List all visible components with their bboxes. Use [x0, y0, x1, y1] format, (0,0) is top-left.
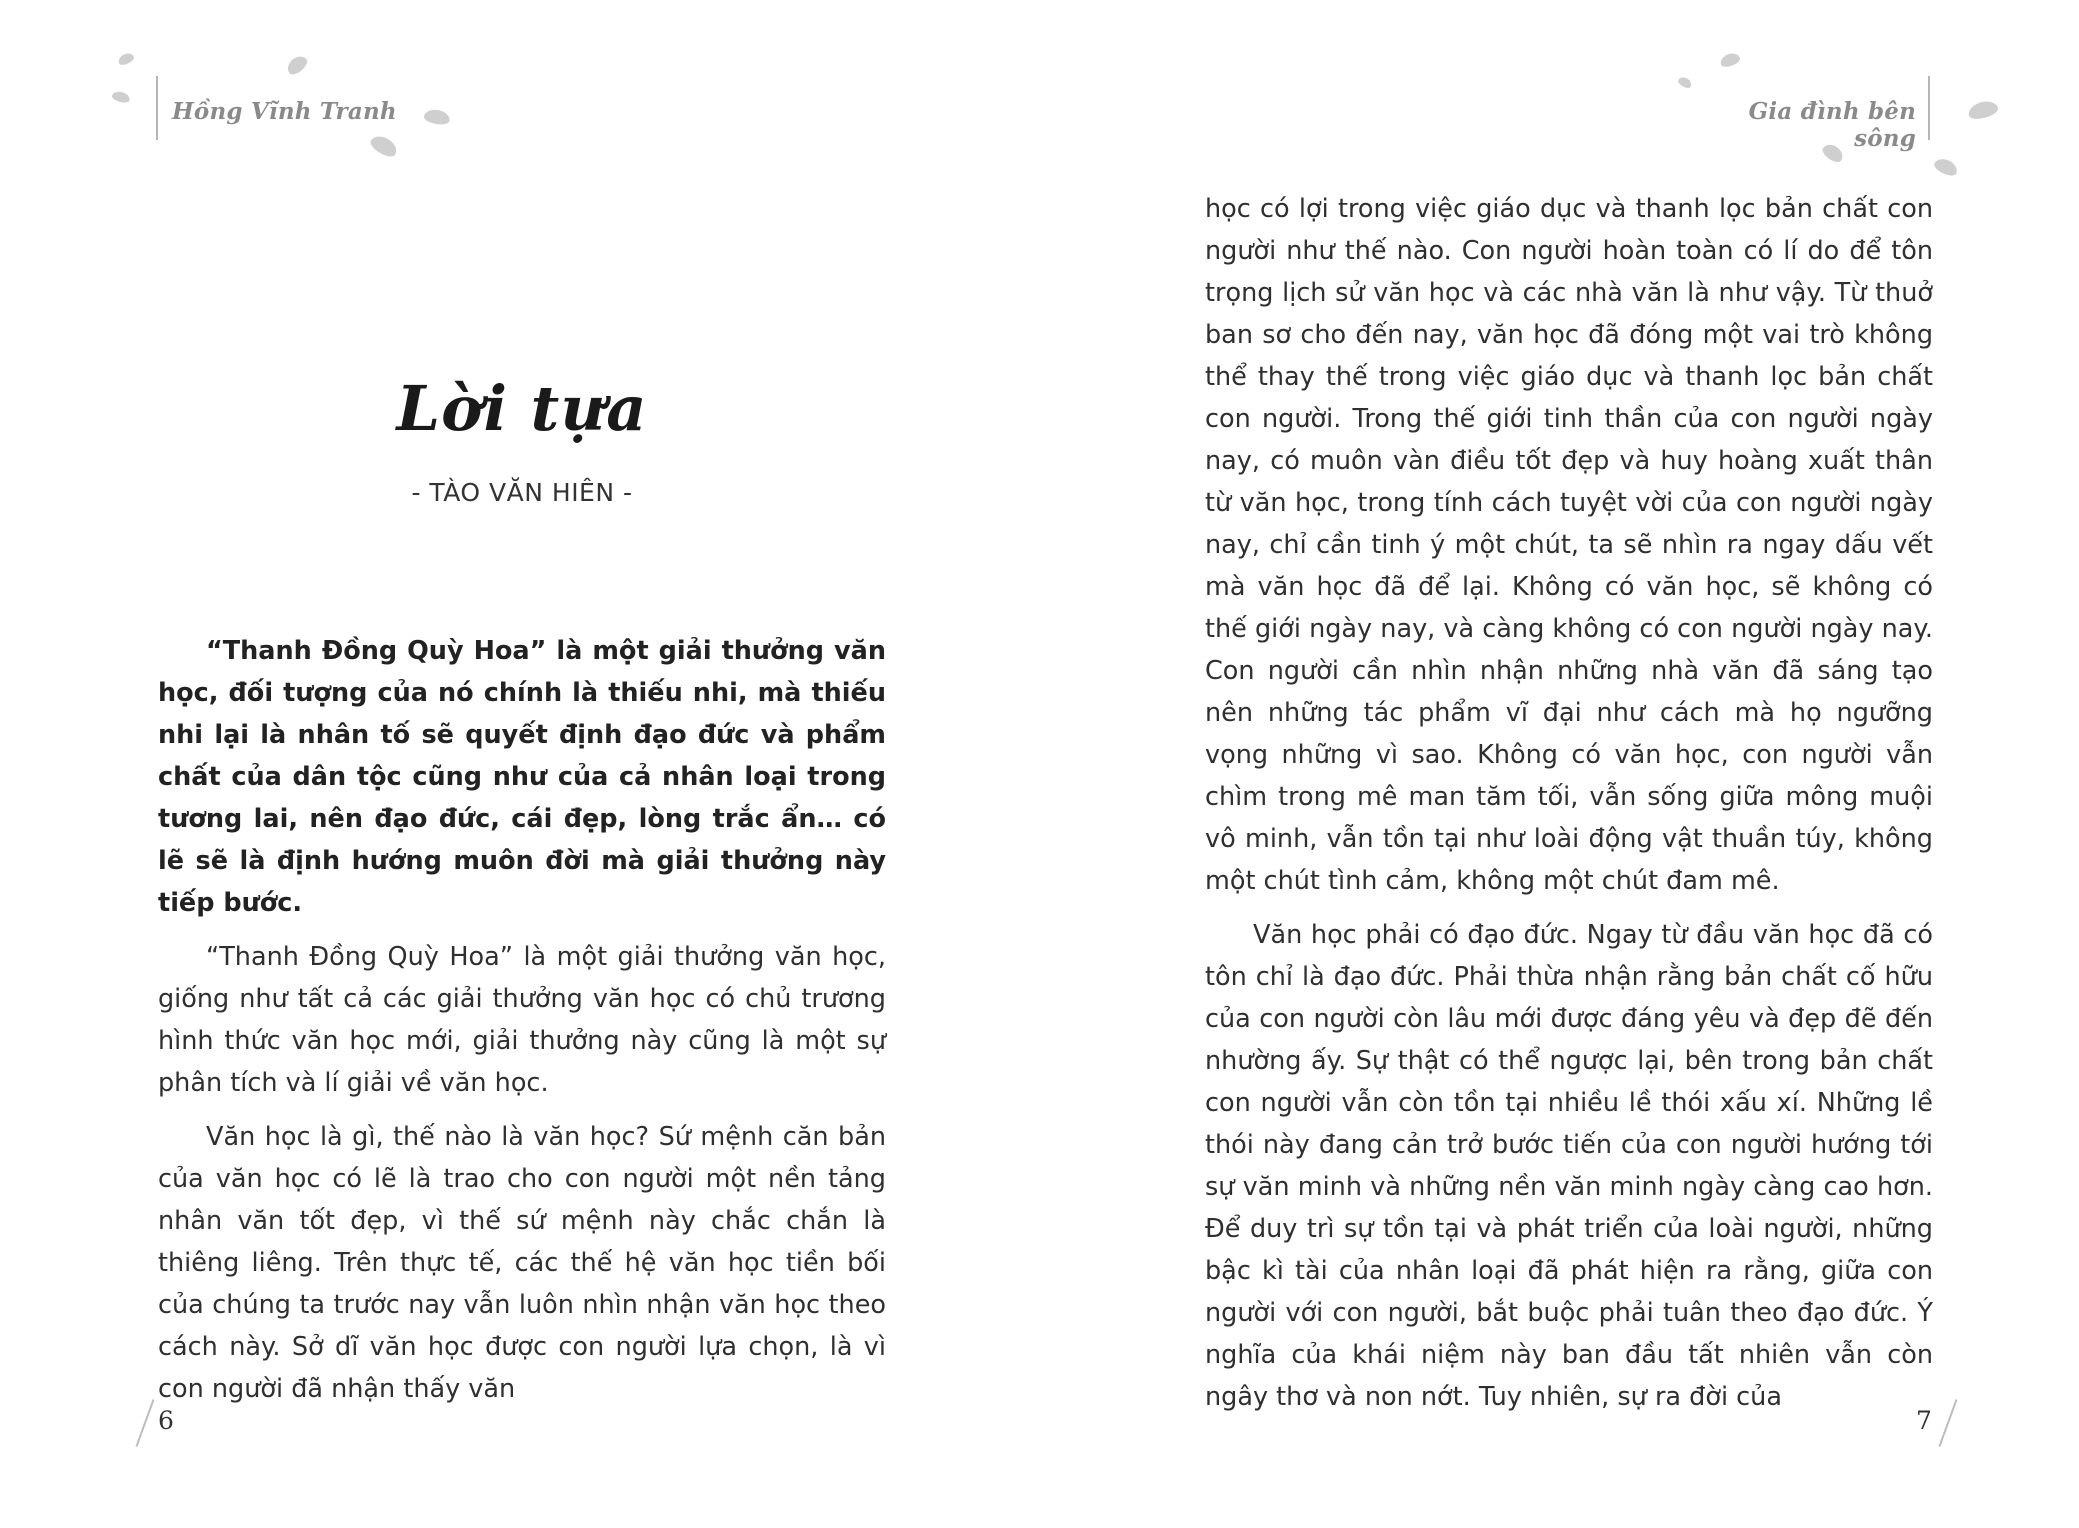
- left-page: [0, 0, 1039, 1528]
- petal-icon: [1932, 156, 1960, 179]
- petal-icon: [368, 132, 400, 160]
- petal-icon: [423, 108, 451, 126]
- running-head-right: Gia đình bên sông: [1748, 98, 1916, 152]
- author-line: - TÀO VĂN HIÊN -: [411, 478, 633, 507]
- right-text-column: [1205, 188, 1933, 1430]
- header-rule: [1928, 76, 1930, 140]
- petal-icon: [1966, 98, 1999, 121]
- paragraph: học có lợi trong việc giáo dục và thanh lọc bản chất con người như thế nào. Con người hoàn toàn có lí do để tôn trọng lịch sử văn học và các nhà văn là như vậy. Từ thuở ban sơ cho đến nay, văn học đã đóng một vai trò không thể thay thế trong việc giáo dục và thanh lọc bản chất con người. Trong thế giới tinh thần của con người ngày nay, có muôn vàn điều tốt đẹp và huy hoàng xuất thân từ văn học, trong tính cách tuyệt vời của con người ngày nay, chỉ cần tinh ý một chút, ta sẽ nhìn ra ngay dấu vết mà văn học đã để lại. Không có văn học, sẽ không có thế giới ngày nay, và càng không có con người ngày nay. Con người cần nhìn nhận những nhà văn đã sáng tạo nên những tác phẩm vĩ đại như cách mà họ ngưỡng vọng những vì sao. Không có văn học, con người vẫn chìm trong mê man tăm tối, vẫn sống giữa mông muội vô minh, vẫn tồn tại như loài động vật thuần túy, không một chút tình cảm, không một chút đam mê.: [1205, 194, 1933, 896]
- folio-slash: [1939, 1399, 1958, 1447]
- running-head-left: Hồng Vĩnh Tranh: [172, 98, 397, 125]
- left-text-column: [158, 630, 886, 1422]
- paragraph: Văn học phải có đạo đức. Ngay từ đầu văn học đã có tôn chỉ là đạo đức. Phải thừa nhận rằng bản chất cố hữu của con người còn lâu mới được đáng yêu và đẹp đẽ đến nhường ấy. Sự thật có thể ngược lại, bên trong bản chất con người vẫn còn tồn tại nhiều lề thói xấu xí. Những lề thói này đang cản trở bước tiến của con người hướng tới sự văn minh và những nền văn minh ngày càng cao hơn. Để duy trì sự tồn tại và phát triển của loài người, những bậc kì tài của nhân loại đã phát hiện ra rằng, giữa con người với con người, bắt buộc phải tuân theo đạo đức. Ý nghĩa của khái niệm này ban đầu tất nhiên vẫn còn ngây thơ và non nớt. Tuy nhiên, sự ra đời của: [1205, 920, 1933, 1412]
- petal-icon: [284, 53, 310, 78]
- petal-icon: [1677, 75, 1694, 90]
- petal-icon: [1719, 51, 1742, 69]
- paragraph: “Thanh Đồng Quỳ Hoa” là một giải thưởng văn học, đối tượng của nó chính là thiếu nhi, mà thiếu nhi lại là nhân tố sẽ quyết định đạo đức và phẩm chất của dân tộc cũng như của cả nhân loại trong tương lai, nên đạo đức, cái đẹp, lòng trắc ẩn… có lẽ sẽ là định hướng muôn đời mà giải thưởng này tiếp bước.: [158, 636, 886, 918]
- header-rule: [156, 76, 158, 140]
- folio-slash: [136, 1399, 155, 1447]
- chapter-title: Lời tựa: [396, 372, 648, 445]
- paragraph: Văn học là gì, thế nào là văn học? Sứ mệnh căn bản của văn học có lẽ là trao cho con người một nền tảng nhân văn tốt đẹp, vì thế sứ mệnh này chắc chắn là thiêng liêng. Trên thực tế, các thế hệ văn học tiền bối của chúng ta trước nay vẫn luôn nhìn nhận văn học theo cách này. Sở dĩ văn học được con người lựa chọn, là vì con người đã nhận thấy văn: [158, 1122, 886, 1404]
- petal-icon: [117, 51, 136, 67]
- page-number: 6: [158, 1406, 174, 1435]
- page-number: 7: [1916, 1406, 1932, 1435]
- petal-icon: [111, 90, 131, 104]
- paragraph: “Thanh Đồng Quỳ Hoa” là một giải thưởng văn học, giống như tất cả các giải thưởng văn học có chủ trương hình thức văn học mới, giải thưởng này cũng là một sự phân tích và lí giải về văn học.: [158, 942, 886, 1098]
